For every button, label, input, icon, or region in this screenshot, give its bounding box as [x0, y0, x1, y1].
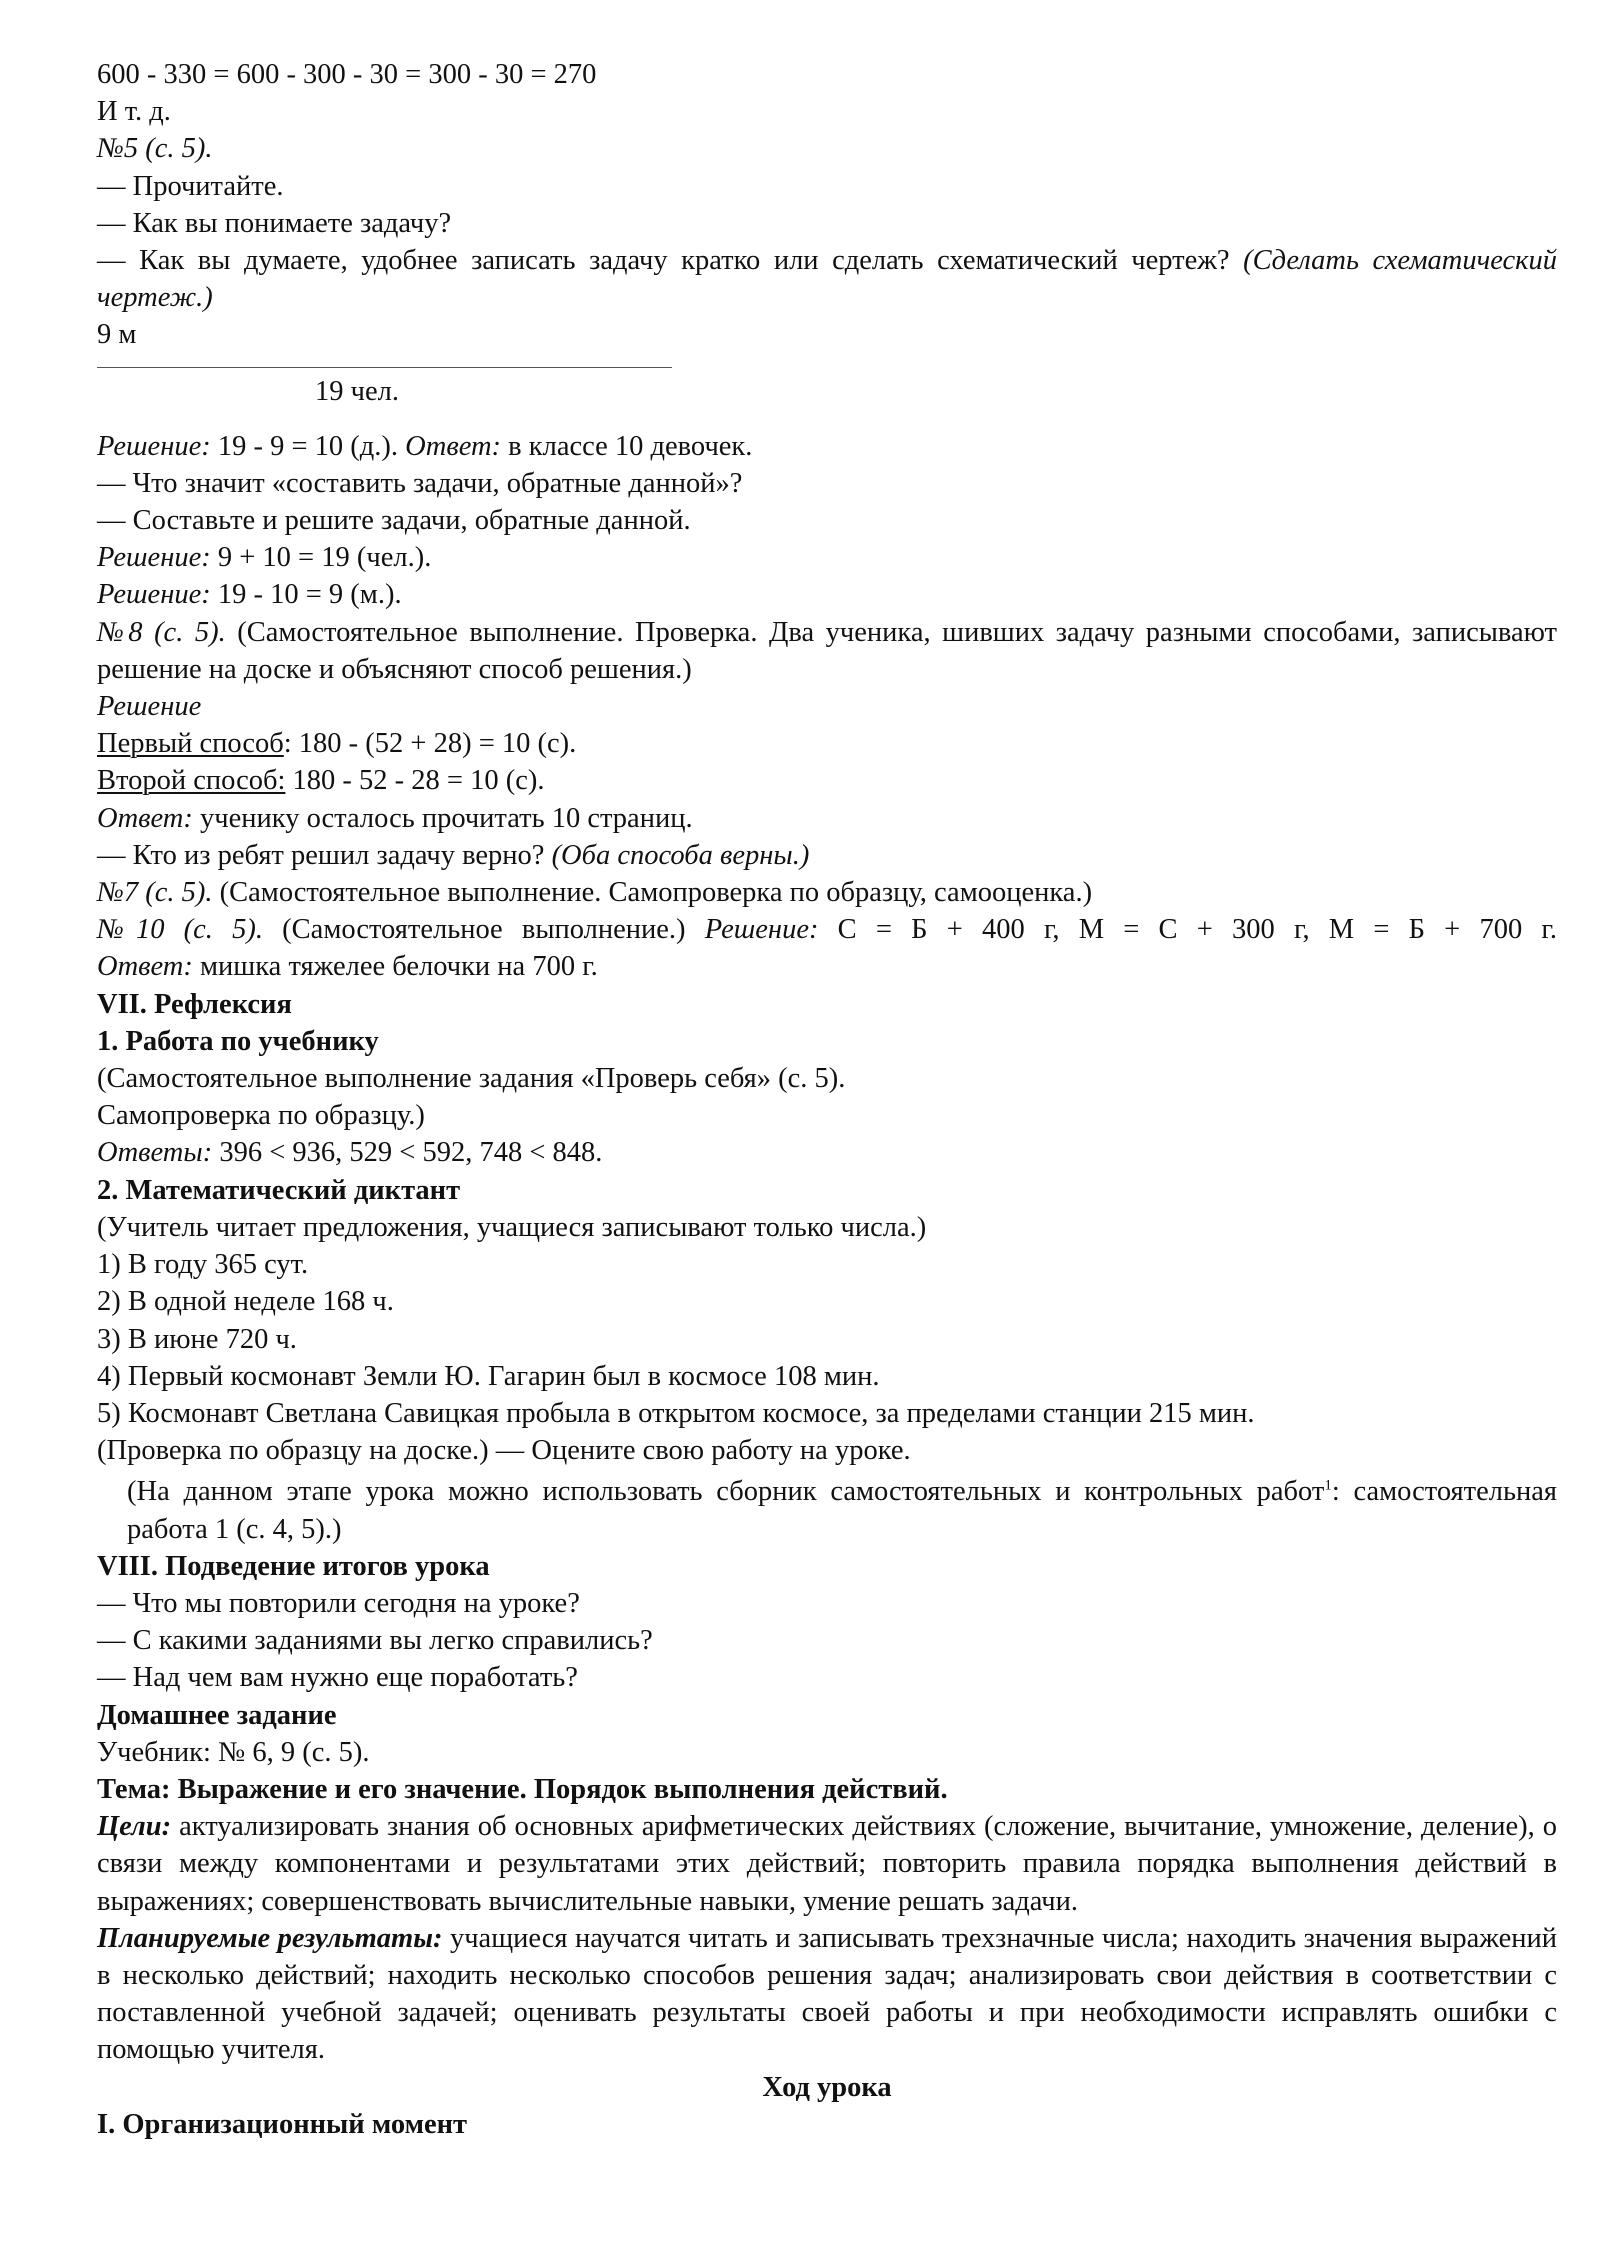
schema-line: [97, 367, 672, 368]
solution-label: Решение:: [97, 542, 211, 574]
method-label: Первый способ: [97, 728, 284, 760]
solution-text: С = Б + 400 г, М = С + 300 г, М = Б + 700 г.: [818, 914, 1557, 946]
dictation-item: 3) В июне 720 ч.: [97, 1323, 297, 1355]
solution-text: 19 - 10 = 9 (м.).: [210, 579, 402, 611]
dictation-item: 1) В году 365 сут.: [97, 1249, 309, 1281]
question-line: — Составьте и решите задачи, обратные данной.: [97, 505, 691, 537]
schema-label-boys: 9 м: [97, 319, 137, 351]
answer-line: [97, 800, 1557, 837]
text-line: Самопроверка по образцу.): [97, 1100, 425, 1132]
solution-line: [97, 576, 1557, 613]
task-number: №7 (с. 5).: [97, 877, 213, 909]
task-number: №10 (с. 5).: [97, 914, 263, 946]
equation-line: 600 - 330 = 600 - 300 - 30 = 300 - 30 = 270: [97, 59, 597, 90]
method-text: : 180 - (52 + 28) = 10 (с).: [283, 728, 577, 760]
task-text: (Самостоятельное выполнение. Проверка. Два ученика, шивших задачу разными способами, записывают решение на доске и объясняют способ решения.): [97, 616, 1557, 685]
homework-heading: Домашнее задание: [97, 1699, 337, 1731]
answer-label: Ответ:: [97, 951, 193, 983]
answer-label: Ответ:: [97, 802, 193, 834]
answer-line: [97, 948, 1557, 985]
solution-line: [97, 539, 1557, 576]
method-label: Второй способ:: [97, 765, 286, 797]
question-paragraph: [97, 242, 1557, 316]
task-line: [97, 874, 1557, 911]
dictation-item: 2) В одной неделе 168 ч.: [97, 1286, 394, 1318]
goals-label: Цели:: [97, 1811, 172, 1843]
answer-text: мишка тяжелее белочки на 700 г.: [192, 951, 598, 983]
task-text: (Самостоятельное выполнение.): [262, 914, 705, 946]
question-line: — Прочитайте.: [97, 170, 284, 202]
solution-label: Решение:: [97, 579, 211, 611]
question-line: — С какими заданиями вы легко справились?: [97, 1625, 653, 1657]
solution-method-line: [97, 762, 1557, 799]
solution-text: 19 - 9 = 10 (д.).: [210, 430, 406, 462]
schema-label-total: 19 чел.: [315, 375, 399, 407]
text-line: (Учитель читает предложения, учащиеся записывают только числа.): [97, 1211, 927, 1243]
results-label: Планируемые результаты:: [97, 1922, 443, 1954]
question-line: — Как вы понимаете задачу?: [97, 207, 452, 239]
solution-heading: Решение: [97, 691, 202, 723]
task-number: №8 (с. 5).: [97, 616, 226, 648]
schematic-drawing: [97, 354, 1557, 428]
solution-text: 9 + 10 = 19 (чел.).: [210, 542, 432, 574]
answer-hint: (Сделать схематический чертеж.): [97, 245, 1557, 314]
solution-method-line: [97, 725, 1557, 762]
question-line: — Что мы повторили сегодня на уроке?: [97, 1587, 580, 1619]
results-paragraph: [97, 1920, 1557, 2069]
subsection-heading: 1. Работа по учебнику: [97, 1025, 379, 1057]
section-heading: VII. Рефлексия: [97, 988, 292, 1020]
solution-label: Решение:: [97, 430, 211, 462]
task-paragraph: [97, 614, 1557, 688]
goals-paragraph: [97, 1808, 1557, 1920]
task-text: (Самостоятельное выполнение. Самопроверка по образцу, самооценка.): [212, 877, 1093, 909]
question-line: — Над чем вам нужно еще поработать?: [97, 1662, 578, 1694]
results-text: учащиеся научатся читать и записывать трехзначные числа; находить значения выражений в несколько действий; находить несколько способов решения задач; анализировать свои действия в соответствии с поставленной учебной задачей; оценивать результаты своей работы и при необходимости исправлять ошибки с помощью учителя.: [97, 1922, 1557, 2066]
goals-text: актуализировать знания об основных арифметических действиях (сложение, вычитание, умножение, деление), о связи между компонентами и результатами этих действий; повторить правила порядка выполнения действий в выражениях; совершенствовать вычислительные навыки, умение решать задачи.: [97, 1811, 1557, 1917]
solution-line: [97, 428, 1557, 465]
method-text: 180 - 52 - 28 = 10 (с).: [285, 765, 545, 797]
lesson-progress-heading: Ход урока: [762, 2071, 892, 2103]
answer-text: 396 < 936, 529 < 592, 748 < 848.: [212, 1137, 603, 1169]
question-text: — Кто из ребят решил задачу верно?: [97, 839, 552, 871]
answer-text: в классе 10 девочек.: [501, 430, 753, 462]
document-page: [97, 56, 1557, 2143]
answer-text: ученику осталось прочитать 10 страниц.: [192, 802, 693, 834]
answer-label: Ответ:: [405, 430, 502, 462]
solution-label: Решение:: [704, 914, 819, 946]
answer-label: Ответы:: [97, 1137, 213, 1169]
text-line: (Самостоятельное выполнение задания «Проверь себя» (с. 5).: [97, 1063, 846, 1095]
text-line: (Проверка по образцу на доске.) — Оцените свою работу на уроке.: [97, 1435, 911, 1467]
lesson-topic: Тема: Выражение и его значение. Порядок выполнения действий.: [97, 1773, 948, 1805]
answer-line: [97, 1134, 1557, 1171]
dictation-item: 4) Первый космонавт Земли Ю. Гагарин был в космосе 108 мин.: [97, 1360, 880, 1392]
footnote-marker: 1: [1324, 1477, 1332, 1494]
answer-hint: (Оба способа верны.): [551, 839, 810, 871]
subsection-heading: 2. Математический диктант: [97, 1174, 461, 1206]
question-text: — Как вы думаете, удобнее записать задачу кратко или сделать схематический чертеж?: [97, 245, 1244, 277]
question-line: — Что значит «составить задачи, обратные данной»?: [97, 467, 743, 499]
section-heading: I. Организационный момент: [97, 2108, 468, 2140]
question-line: [97, 837, 1557, 874]
homework-text: Учебник: № 6, 9 (с. 5).: [97, 1736, 370, 1768]
note-text: (На данном этапе урока можно использовать сборник самостоятельных и контрольных работ: [127, 1476, 1325, 1508]
dictation-item: 5) Космонавт Светлана Савицкая пробыла в открытом космосе, за пределами станции 215 мин.: [97, 1397, 1255, 1429]
task-line: [97, 911, 1557, 948]
note-paragraph: [97, 1473, 1557, 1547]
task-number: №5 (с. 5).: [97, 133, 213, 165]
section-heading: VIII. Подведение итогов урока: [97, 1550, 490, 1582]
text-line: И т. д.: [97, 96, 171, 128]
note-text: : самостоятельная работа 1 (с. 4, 5).): [127, 1476, 1557, 1545]
